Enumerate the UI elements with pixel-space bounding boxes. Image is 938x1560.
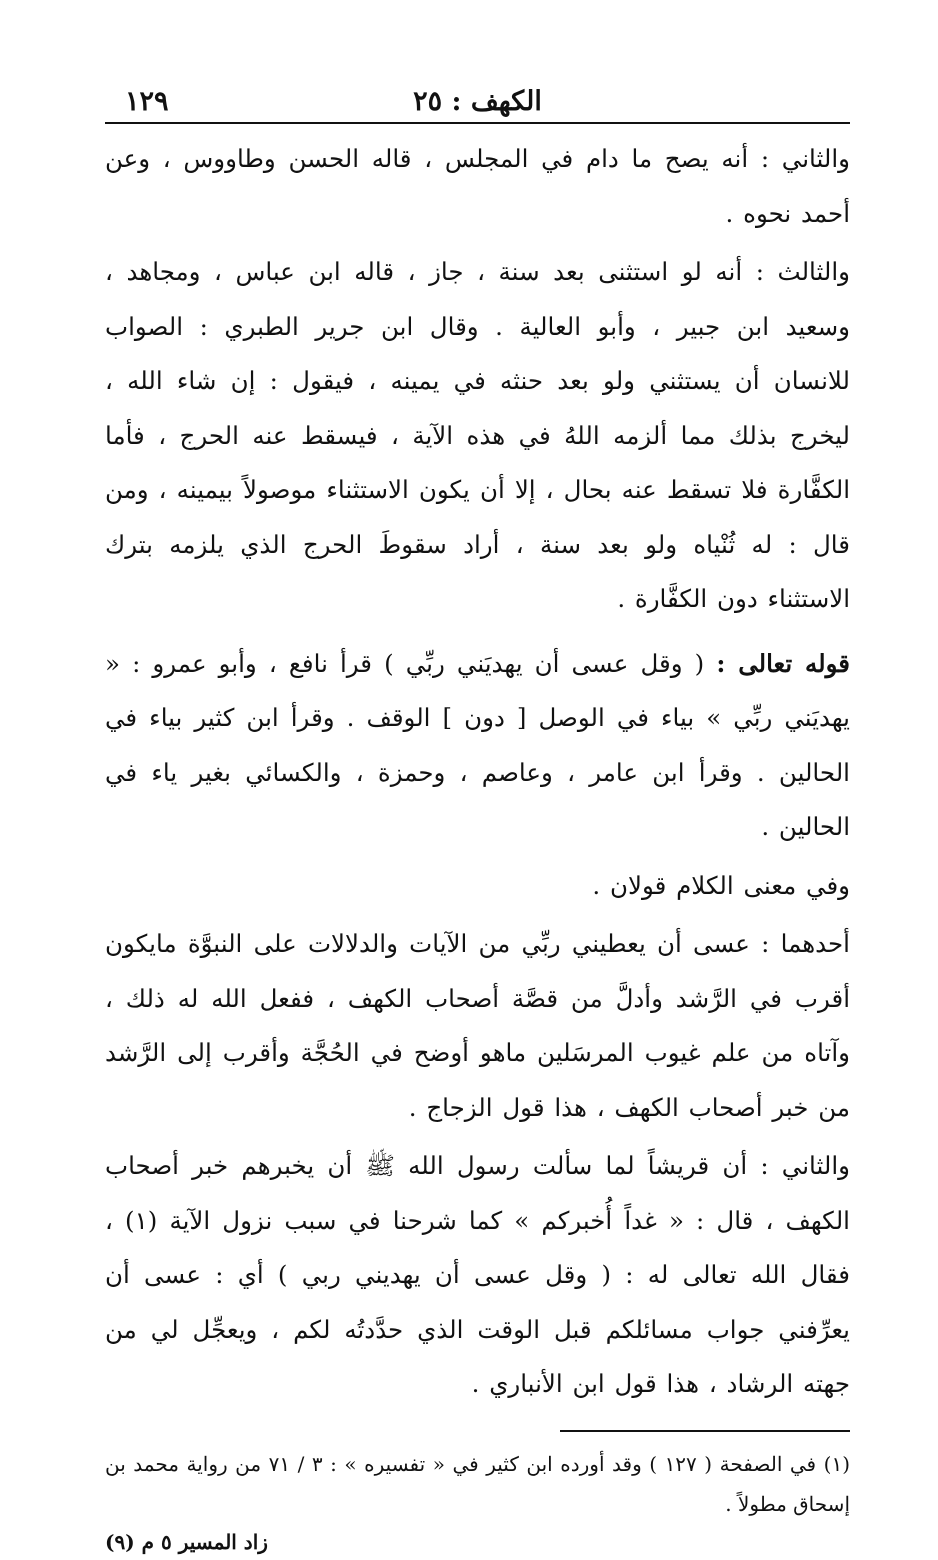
- paragraph-3-lead: قوله تعالى :: [716, 648, 850, 678]
- main-text: [105, 132, 850, 1412]
- paragraph-3-text: ( وقل عسى أن يهديَني ربِّي ) قرأ نافع ، وأبو عمرو : « يهديَني ربِّي » بياء في الوصل [ دون ] الوقف . وقرأ ابن كثير بياء في الحالين . وقرأ ابن عامر ، وعاصم ، وحمزة ، والكسائي بغير ياء في الحالين .: [105, 648, 850, 841]
- book-page: [105, 80, 850, 1560]
- paragraph-5: أحدهما : عسى أن يعطيني ربِّي من الآيات والدلالات على النبوَّة مايكون أقرب في الرَّشد وأدلَّ من قصَّة أصحاب الكهف ، ففعل الله له ذلك ، وآتاه من علم غيوب المرسَلين ماهو أوضح في الحُجَّة وأقرب إلى الرَّشد من خبر أصحاب الكهف ، هذا قول الزجاج .: [105, 929, 850, 1122]
- paragraph-6: والثاني : أن قريشاً لما سألت رسول الله ﷺ أن يخبرهم خبر أصحاب الكهف ، قال : « غداً أُخبركم » كما شرحنا في سبب نزول الآية (١) ، فقال الله تعالى له : ( وقل عسى أن يهديني ربي ) أي : عسى أن يعرِّفني جواب مسائلكم قبل الوقت الذي حدَّدتُه لكم ، ويعجِّل لي من جهته الرشاد ، هذا قول ابن الأنباري .: [105, 1151, 850, 1398]
- footnote-bottom-row: [105, 1524, 850, 1560]
- footnote-text: (١) في الصفحة ( ١٢٧ ) وقد أورده ابن كثير في « تفسيره » : ٣ / ٧١ من رواية محمد بن إسحاق مطولاً .: [105, 1451, 850, 1516]
- page-header: [105, 80, 850, 124]
- paragraph-1: والثاني : أنه يصح ما دام في المجلس ، قاله الحسن وطاووس ، وعن أحمد نحوه .: [105, 144, 850, 228]
- paragraph-2: والثالث : أنه لو استثنى بعد سنة ، جاز ، قاله ابن عباس ، ومجاهد ، وسعيد ابن جبير ، وأبو العالية . وقال ابن جرير الطبري : الصواب للانسان أن يستثني ولو بعد حنثه في يمينه ، فيقول : إن شاء الله ، ليخرج بذلك مما ألزمه اللهُ في هذه الآية ، فيسقط عنه الحرج ، فأما الكفَّارة فلا تسقط عنه بحال ، إلا أن يكون الاستثناء موصولاً بيمينه ، ومن قال : له ثُنْياه ولو بعد سنة ، أراد سقوطَ الحرج الذي يلزمه بترك الاستثناء دون الكفَّارة .: [105, 257, 850, 613]
- printer-signature: زاد المسير ٥ م (٩): [105, 1529, 268, 1554]
- paragraph-4: وفي معنى الكلام قولان .: [592, 870, 850, 900]
- page-number: ١٢٩: [125, 86, 169, 117]
- paragraph-3: [105, 637, 850, 855]
- footnote: [105, 1444, 850, 1524]
- surah-verse-title: الكهف : ٢٥: [413, 86, 542, 117]
- footnote-divider: [560, 1430, 850, 1432]
